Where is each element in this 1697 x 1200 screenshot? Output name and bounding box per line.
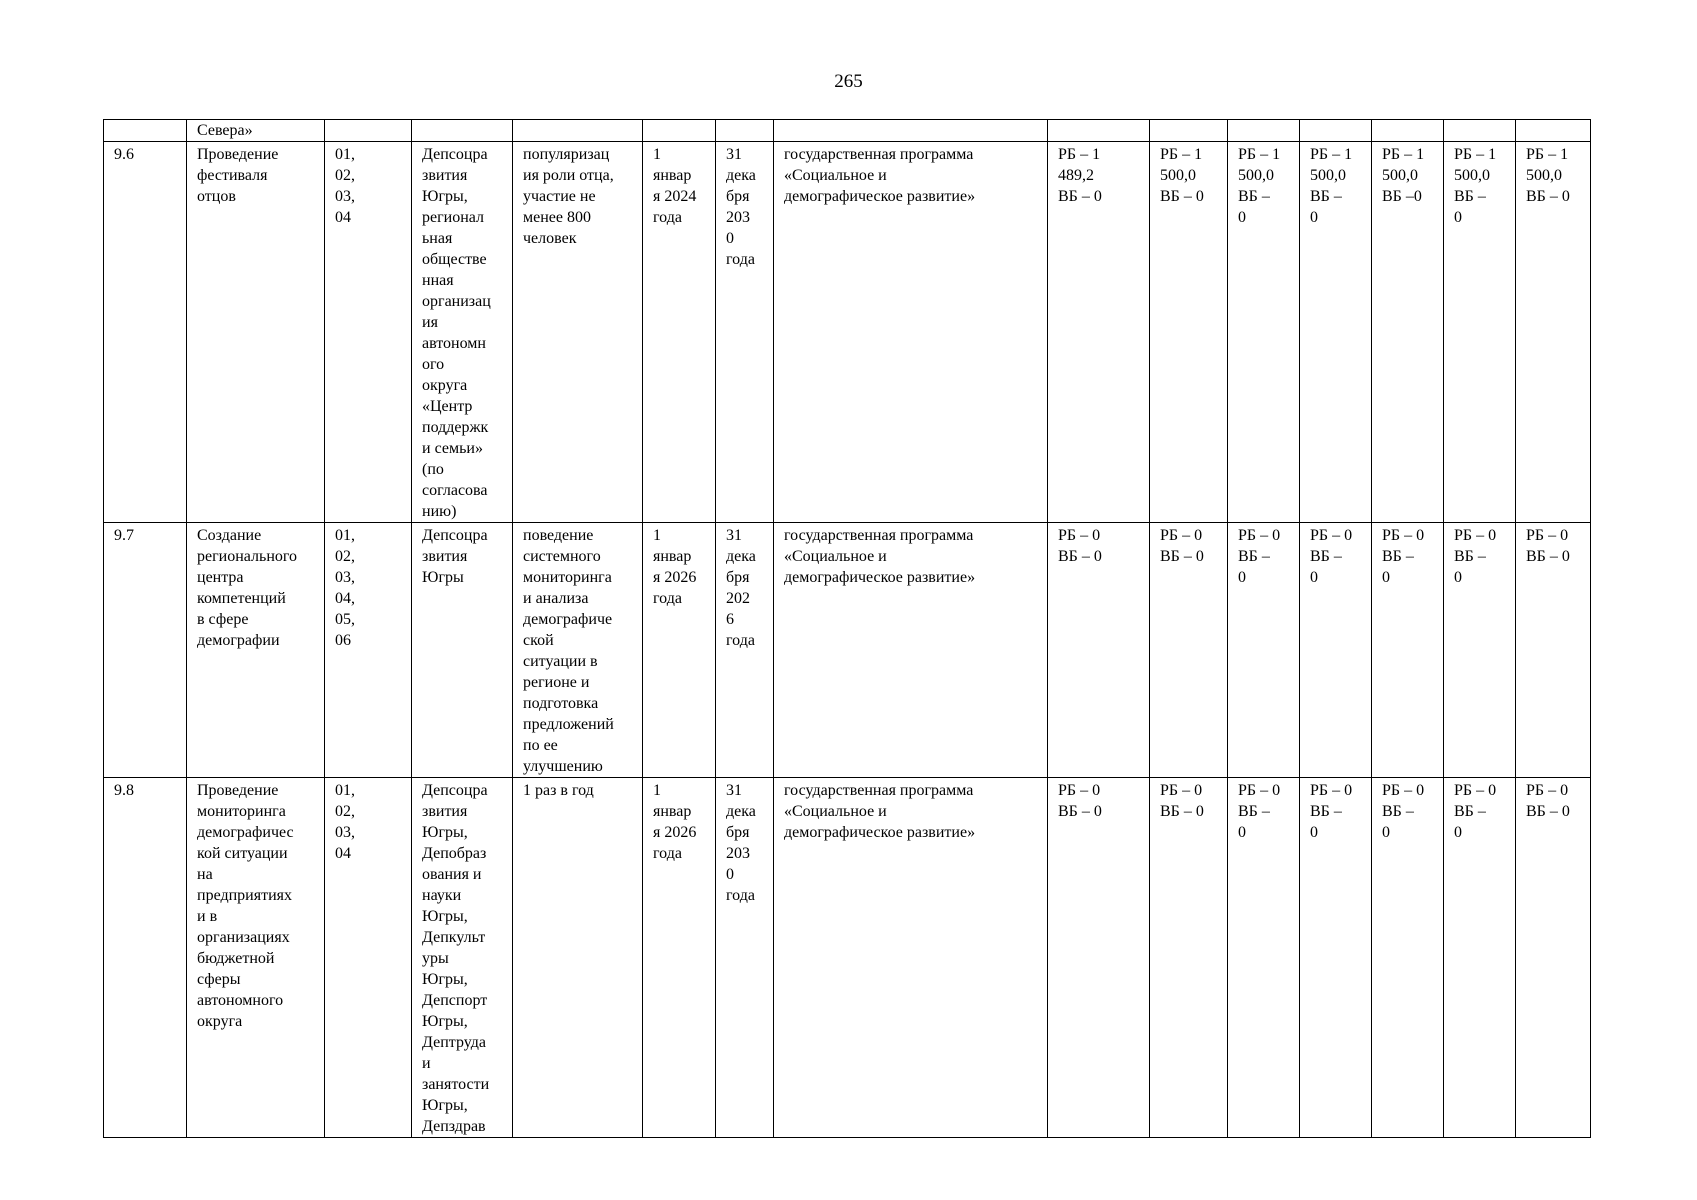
table-cell [412, 120, 513, 142]
row-number-cell: 9.7 [104, 523, 187, 778]
funding-cell: РБ – 0 ВБ – 0 [1228, 778, 1300, 1138]
row-number-cell: 9.6 [104, 142, 187, 523]
funding-cell: РБ – 1 500,0 ВБ – 0 [1444, 142, 1516, 523]
responsible-cell: Депсоцра звития Югры [412, 523, 513, 778]
measures-table [103, 119, 1591, 1138]
table-cell [643, 120, 716, 142]
result-cell: 1 раз в год [513, 778, 643, 1138]
table-cell [774, 120, 1048, 142]
end-date-cell: 31 дека бря 203 0 года [716, 142, 774, 523]
program-cell: государственная программа «Социальное и демографическое развитие» [774, 778, 1048, 1138]
measure-name-cell: Создание регионального центра компетенций в сфере демографии [187, 523, 325, 778]
table-cell [1150, 120, 1228, 142]
table-cell [1300, 120, 1372, 142]
table-cell: Севера» [187, 120, 325, 142]
start-date-cell: 1 январ я 2024 года [643, 142, 716, 523]
funding-cell: РБ – 0 ВБ – 0 [1048, 523, 1150, 778]
table-cell [513, 120, 643, 142]
funding-cell: РБ – 0 ВБ – 0 [1372, 523, 1444, 778]
table-cell [1372, 120, 1444, 142]
row-number-cell: 9.8 [104, 778, 187, 1138]
funding-cell: РБ – 1 500,0 ВБ – 0 [1150, 142, 1228, 523]
table-cell [1048, 120, 1150, 142]
table-cell [1228, 120, 1300, 142]
measure-name-cell: Проведение фестиваля отцов [187, 142, 325, 523]
table-cell [716, 120, 774, 142]
table-row-continuation [104, 120, 1591, 142]
start-date-cell: 1 январ я 2026 года [643, 778, 716, 1138]
funding-cell: РБ – 0 ВБ – 0 [1516, 778, 1591, 1138]
codes-cell: 01, 02, 03, 04 [325, 778, 412, 1138]
table-row-9-8 [104, 778, 1591, 1138]
funding-cell: РБ – 0 ВБ – 0 [1372, 778, 1444, 1138]
program-cell: государственная программа «Социальное и демографическое развитие» [774, 142, 1048, 523]
codes-cell: 01, 02, 03, 04, 05, 06 [325, 523, 412, 778]
funding-cell: РБ – 0 ВБ – 0 [1048, 778, 1150, 1138]
start-date-cell: 1 январ я 2026 года [643, 523, 716, 778]
funding-cell: РБ – 0 ВБ – 0 [1444, 778, 1516, 1138]
table-row-9-6 [104, 142, 1591, 523]
table-cell [104, 120, 187, 142]
funding-cell: РБ – 1 500,0 ВБ – 0 [1300, 142, 1372, 523]
funding-cell: РБ – 1 500,0 ВБ –0 [1372, 142, 1444, 523]
table-cell [325, 120, 412, 142]
end-date-cell: 31 дека бря 202 6 года [716, 523, 774, 778]
funding-cell: РБ – 0 ВБ – 0 [1300, 778, 1372, 1138]
program-cell: государственная программа «Социальное и демографическое развитие» [774, 523, 1048, 778]
codes-cell: 01, 02, 03, 04 [325, 142, 412, 523]
table-cell [1516, 120, 1591, 142]
responsible-cell: Депсоцра звития Югры, регионал ьная обществе нная организац ия автономн ого округа «Центр поддержк и семьи» (по согласова нию) [412, 142, 513, 523]
funding-cell: РБ – 1 489,2 ВБ – 0 [1048, 142, 1150, 523]
funding-cell: РБ – 1 500,0 ВБ – 0 [1516, 142, 1591, 523]
funding-cell: РБ – 1 500,0 ВБ – 0 [1228, 142, 1300, 523]
table-cell [1444, 120, 1516, 142]
funding-cell: РБ – 0 ВБ – 0 [1300, 523, 1372, 778]
funding-cell: РБ – 0 ВБ – 0 [1444, 523, 1516, 778]
page-number: 265 [834, 71, 863, 92]
funding-cell: РБ – 0 ВБ – 0 [1516, 523, 1591, 778]
table-row-9-7 [104, 523, 1591, 778]
funding-cell: РБ – 0 ВБ – 0 [1228, 523, 1300, 778]
funding-cell: РБ – 0 ВБ – 0 [1150, 778, 1228, 1138]
responsible-cell: Депсоцра звития Югры, Депобраз ования и науки Югры, Депкульт уры Югры, Депспорт Югры, Дептруда и занятости Югры, Депздрав [412, 778, 513, 1138]
funding-cell: РБ – 0 ВБ – 0 [1150, 523, 1228, 778]
result-cell: поведение системного мониторинга и анализа демографиче ской ситуации в регионе и подготовка предложений по ее улучшению [513, 523, 643, 778]
end-date-cell: 31 дека бря 203 0 года [716, 778, 774, 1138]
measure-name-cell: Проведение мониторинга демографичес кой ситуации на предприятиях и в организациях бюджетной сферы автономного округа [187, 778, 325, 1138]
result-cell: популяризац ия роли отца, участие не менее 800 человек [513, 142, 643, 523]
